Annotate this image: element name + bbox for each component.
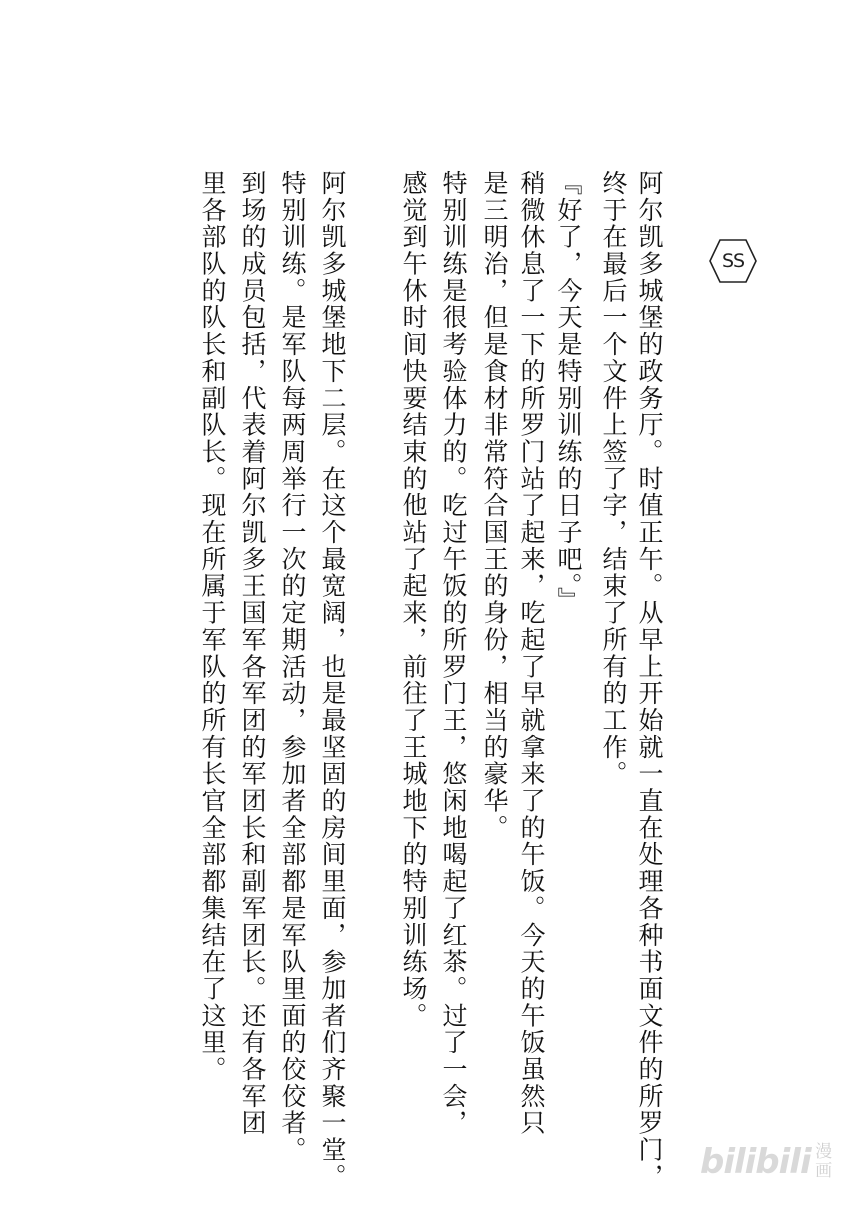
badge-label: SS [721,250,745,272]
text-column-7: 感觉到午休时间快要结束的他站了起来，前往了王城地下的特别训练场。 [399,170,428,1030]
text-column-4: 稍微休息了一下的所罗门站了起来，吃起了早就拿来了的午饭。今天的午饭虽然只 [517,170,546,1137]
watermark-brand: bilibili [700,1142,811,1182]
text-column-10: 到场的成员包括，代表着阿尔凯多王国军各军团的军团长和副军团长。还有各军团 [238,170,267,1137]
text-column-9: 特别训练。是军队每两周举行一次的定期活动，参加者全部都是军队里面的佼佼者。 [278,170,307,1164]
text-column-5: 是三明治，但是食材非常符合国王的身份，相当的豪华。 [480,170,509,842]
bilibili-manhua-watermark [700,1142,833,1182]
text-column-3: 『好了，今天是特别训练的日子吧。』 [554,170,583,614]
text-column-6: 特别训练是很考验体力的。吃过午饭的所罗门王，悠闲地喝起了红茶。过了一会， [439,170,468,1137]
text-column-1: 阿尔凯多城堡的政务厅。时值正午。从早上开始就一直在处理各种书面文件的所罗门， [635,170,664,1191]
text-column-8: 阿尔凯多城堡地下二层。在这个最宽阔，也是最坚固的房间里面，参加者们齐聚一堂。 [318,170,347,1191]
watermark-suffix [815,1143,833,1181]
watermark-suffix-bottom: 画 [815,1161,833,1181]
watermark-suffix-top: 漫 [815,1142,833,1162]
text-column-11: 里各部队的队长和副队长。现在所属于军队的所有长官全部都集结在了这里。 [198,170,227,1083]
ss-section-badge [708,238,758,284]
text-column-2: 终于在最后一个文件上签了字，结束了所有的工作。 [599,170,628,788]
